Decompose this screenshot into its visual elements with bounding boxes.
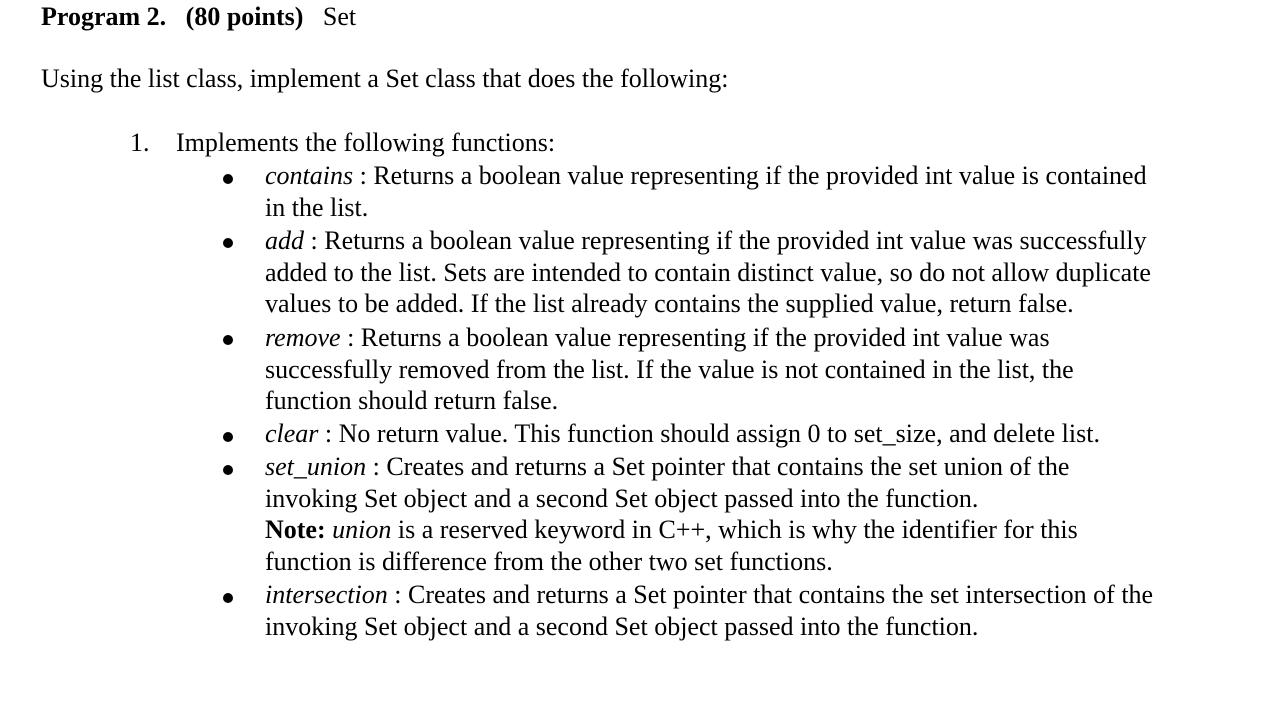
intro-paragraph: Using the list class, implement a Set class that does the following: bbox=[41, 64, 729, 93]
item-text: : Creates and returns a Set pointer that contains the set intersection of the bbox=[387, 580, 1154, 609]
item-text: : Returns a boolean value representing if the provided int value is contained bbox=[353, 161, 1147, 190]
program-number: Program 2. bbox=[41, 2, 167, 31]
program-points: (80 points) bbox=[185, 2, 304, 31]
function-name: intersection bbox=[265, 580, 388, 609]
bullet-icon bbox=[223, 174, 233, 184]
bullet-icon bbox=[223, 238, 233, 248]
item-text: invoking Set object and a second Set object passed into the function. bbox=[265, 483, 979, 513]
item-text: : Creates and returns a Set pointer that contains the set union of the bbox=[366, 452, 1070, 481]
list-item-remove bbox=[265, 322, 1225, 417]
function-name: set_union bbox=[265, 452, 367, 481]
note-text: is a reserved keyword in C++, which is why the identifier for this bbox=[391, 515, 1078, 544]
function-name: remove bbox=[265, 323, 341, 352]
list-item-clear bbox=[265, 418, 1225, 450]
list-number: 1. bbox=[130, 128, 150, 157]
item-text: : Returns a boolean value representing if the provided int value was successfully bbox=[304, 226, 1147, 255]
program-title: Set bbox=[322, 2, 357, 31]
note-text: function is difference from the other two set functions. bbox=[265, 546, 833, 576]
function-name: add bbox=[265, 226, 304, 255]
list-item-set-union bbox=[265, 451, 1225, 577]
note-line bbox=[265, 514, 1225, 546]
function-name: clear bbox=[265, 419, 319, 448]
bullet-icon bbox=[223, 593, 233, 603]
item-text: added to the list. Sets are intended to contain distinct value, so do not allow duplicate bbox=[265, 257, 1151, 287]
item-text: values to be added. If the list already contains the supplied value, return false. bbox=[265, 289, 1074, 318]
item-text: function should return false. bbox=[265, 386, 559, 415]
list-heading: Implements the following functions: bbox=[176, 128, 556, 157]
item-text: : No return value. This function should assign 0 to set_size, and delete list. bbox=[318, 419, 1100, 448]
program-heading bbox=[41, 1, 356, 33]
bullet-icon bbox=[223, 335, 233, 345]
bullet-icon bbox=[223, 432, 233, 442]
item-text: : Returns a boolean value representing if the provided int value was bbox=[340, 323, 1050, 352]
item-text: successfully removed from the list. If the value is not contained in the list, the bbox=[265, 354, 1074, 384]
note-keyword: union bbox=[332, 515, 392, 544]
item-text: invoking Set object and a second Set object passed into the function. bbox=[265, 611, 979, 641]
note-label: Note: bbox=[265, 515, 326, 544]
item-text: in the list. bbox=[265, 192, 369, 222]
function-name: contains bbox=[265, 161, 354, 190]
list-item-contains bbox=[265, 160, 1225, 223]
list-item-add bbox=[265, 225, 1225, 320]
list-item-intersection bbox=[265, 579, 1225, 642]
bullet-icon bbox=[223, 465, 233, 475]
